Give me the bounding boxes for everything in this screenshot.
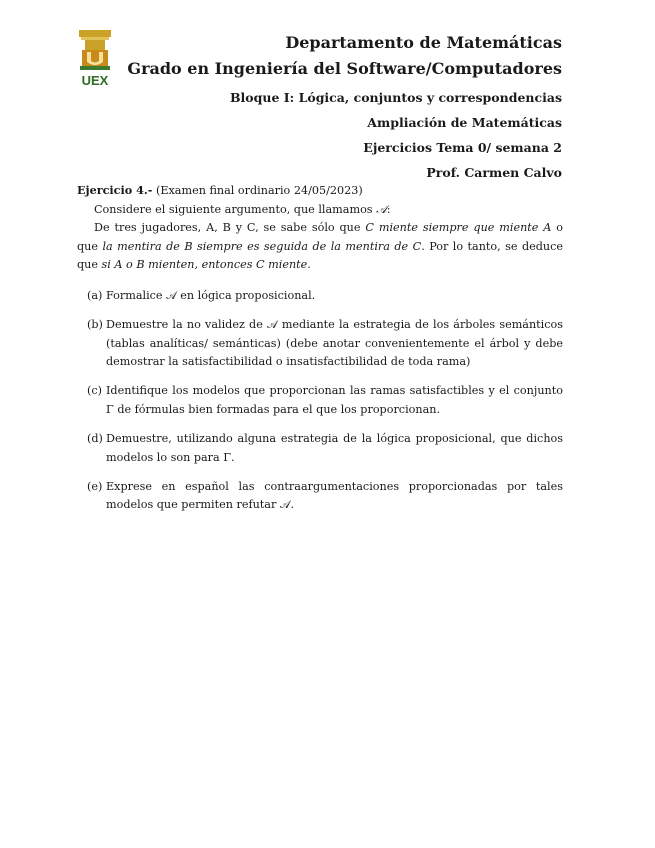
- block-title: Bloque I: Lógica, conjuntos y correspondencias: [229, 90, 562, 105]
- question-text: Formalice 𝒜 en lógica proposicional.: [106, 288, 316, 302]
- argument-text-3: . Por lo tanto, se deduce que: [77, 239, 563, 272]
- professor-name: Prof. Carmen Calvo: [426, 165, 562, 180]
- intro-colon: :: [386, 202, 391, 216]
- exercise-body: [77, 181, 563, 525]
- exercise-title: Ejercicio 4.-: [77, 183, 153, 197]
- question-label: (d): [87, 432, 103, 446]
- question-label: (a): [87, 288, 103, 302]
- question-text: Exprese en español las contraargumentaciones proporcionadas por tales modelos que permiten refutar 𝒜.: [106, 479, 563, 512]
- question-item: [77, 382, 563, 419]
- question-label: (b): [87, 318, 103, 332]
- question-text: Demuestre, utilizando alguna estrategia de la lógica proposicional, que dichos modelos lo son para Γ.: [106, 432, 563, 464]
- question-label: (c): [87, 384, 102, 398]
- logo-text: UEX: [81, 73, 109, 88]
- exercise-source: (Examen final ordinario 24/05/2023): [155, 184, 363, 197]
- question-item: [77, 430, 563, 467]
- argument-text-2: o que: [77, 221, 563, 253]
- question-item: [77, 316, 563, 372]
- question-text: Identifique los modelos que proporcionan las ramas satisfactibles y el conjunto Γ de fórmulas bien formadas para el que los proporcionan.: [106, 384, 563, 416]
- argument-text-4: .: [307, 258, 311, 272]
- subject-title: Ampliación de Matemáticas: [367, 115, 562, 130]
- exercises-title: Ejercicios Tema 0/ semana 2: [363, 140, 562, 155]
- document-header: [127, 30, 562, 185]
- question-label: (e): [87, 479, 103, 493]
- exercise-heading: [77, 181, 563, 201]
- question-list: [77, 287, 563, 515]
- question-text: Demuestre la no validez de 𝒜 mediante la estrategia de los árboles semánticos (tablas analíticas/ semánticas) (debe anotar convenientemente el árbol y debe demostrar la satisfactibilidad o insatisfactibilidad de toda rama): [106, 318, 563, 369]
- premise-1: C miente siempre que miente A: [365, 221, 552, 235]
- university-logo: [77, 28, 113, 88]
- question-item: [77, 478, 563, 515]
- conclusion: si A o B mienten, entonces C miente: [101, 258, 308, 272]
- premise-2: la mentira de B siempre es seguida de la mentira de C: [102, 239, 422, 253]
- argument-symbol: 𝒜: [376, 202, 387, 216]
- department-name: Departamento de Matemáticas: [285, 33, 562, 52]
- argument-statement: [77, 219, 563, 275]
- intro-text: Considere el siguiente argumento, que llamamos: [94, 202, 377, 216]
- question-item: [77, 287, 563, 306]
- exercise-intro: [77, 201, 563, 220]
- argument-text-1: De tres jugadores, A, B y C, se sabe sólo que: [94, 221, 366, 235]
- degree-name: Grado en Ingeniería del Software/Computadores: [127, 59, 562, 78]
